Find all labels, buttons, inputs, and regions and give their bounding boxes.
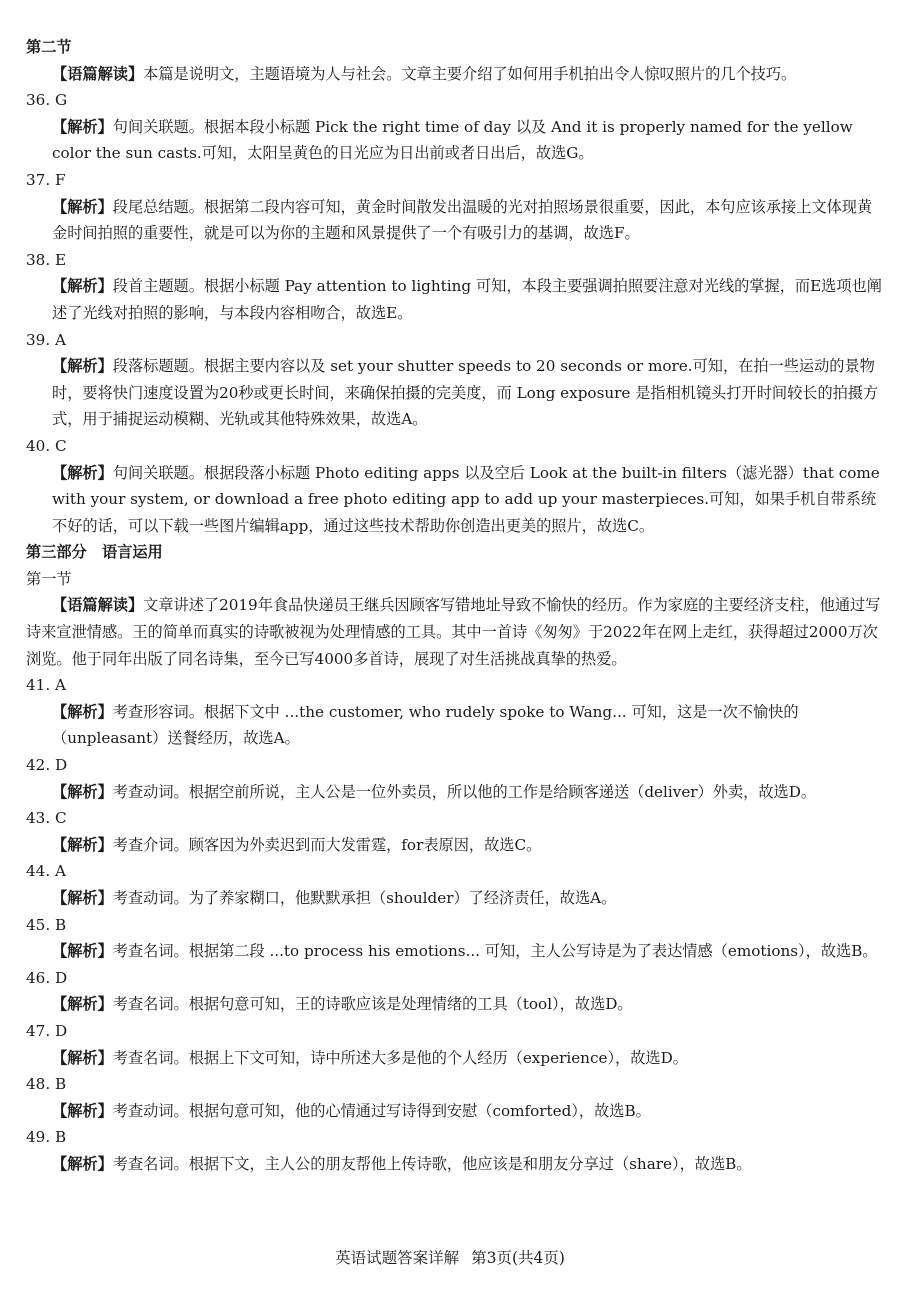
part-heading: 第三部分 语言运用 — [26, 543, 163, 562]
question-number: 44. A — [26, 862, 66, 881]
question-number: 43. C — [26, 809, 67, 828]
explanation — [52, 1151, 882, 1178]
explanation — [52, 273, 882, 326]
explanation-tag: 【解析】 — [52, 117, 113, 136]
explanation — [52, 114, 882, 167]
explanation — [52, 353, 882, 433]
footer-title: 英语试题答案详解 — [335, 1249, 460, 1267]
explanation-tag: 【解析】 — [52, 702, 113, 721]
footer-page-number: 第3页(共4页) — [471, 1249, 565, 1267]
explanation — [52, 460, 882, 540]
explanation — [52, 699, 882, 752]
explanation-text: 考查形容词。根据下文中 ...the customer, who rudely spoke to Wang... 可知，这是一次不愉快的（unpleasant）送餐经历，故选A。 — [52, 702, 799, 748]
explanation-tag: 【解析】 — [52, 357, 113, 376]
question-number: 42. D — [26, 756, 68, 775]
reading-summary — [26, 61, 882, 88]
explanation-text: 考查名词。根据下文，主人公的朋友帮他上传诗歌，他应该是和朋友分享过（share），故选B。 — [112, 1154, 752, 1173]
page-footer — [0, 1246, 900, 1268]
question-number: 39. A — [26, 330, 66, 349]
reading-text: 文章讲述了2019年食品快递员王继兵因顾客写错地址导致不愉快的经历。作为家庭的主要经济支柱，他通过写诗来宣泄情感。王的简单而真实的诗歌被视为处理情感的工具。其中一首诗《匆匆》于2022年在网上走红，获得超过2000万次浏览。他于同年出版了同名诗集，至今已写4000多首诗，展现了对生活挑战真挚的热爱。 — [26, 596, 881, 668]
explanation-text: 考查动词。为了养家糊口，他默默承担（shoulder）了经济责任，故选A。 — [112, 889, 617, 907]
explanation-tag: 【解析】 — [52, 197, 113, 216]
explanation-tag: 【解析】 — [52, 995, 113, 1014]
explanation-text: 考查名词。根据第二段 ...to process his emotions... 可知，主人公写诗是为了表达情感（emotions），故选B。 — [112, 942, 878, 961]
question-number: 47. D — [26, 1021, 68, 1040]
explanation-tag: 【解析】 — [52, 1048, 113, 1067]
explanation-tag: 【解析】 — [52, 463, 113, 482]
explanation-tag: 【解析】 — [52, 277, 113, 296]
reading-summary — [26, 592, 882, 672]
question-number: 40. C — [26, 436, 67, 455]
section-heading: 第二节 — [26, 38, 72, 56]
explanation — [52, 885, 882, 912]
explanation-tag: 【解析】 — [52, 942, 113, 961]
explanation — [52, 1045, 882, 1072]
explanation-tag: 【解析】 — [52, 782, 113, 801]
explanation-text: 段首主题题。根据小标题 Pay attention to lighting 可知，本段主要强调拍照要注意对光线的掌握，而E选项也阐述了光线对拍照的影响，与本段内容相吻合，故选E。 — [52, 277, 882, 322]
explanation-text: 考查动词。根据句意可知，他的心情通过写诗得到安慰（comforted），故选B。 — [112, 1101, 651, 1120]
answer-list-part3 — [26, 672, 882, 1177]
explanation-text: 句间关联题。根据本段小标题 Pick the right time of day 以及 And it is properly named for the yellow color the sun casts.可知，太阳呈黄色的日光应为日出前或者日出后，故选G。 — [52, 117, 853, 163]
reading-tag: 【语篇解读】 — [52, 64, 144, 83]
explanation — [52, 991, 882, 1018]
question-number: 46. D — [26, 968, 68, 987]
question-number: 37. F — [26, 170, 66, 189]
explanation — [52, 832, 882, 859]
question-number: 41. A — [26, 676, 66, 695]
explanation — [52, 194, 882, 247]
explanation-text: 考查介词。顾客因为外卖迟到而大发雷霆，for表原因，故选C。 — [112, 835, 542, 854]
section-heading: 第一节 — [26, 569, 72, 588]
explanation-tag: 【解析】 — [52, 1154, 113, 1173]
explanation-text: 考查名词。根据句意可知，王的诗歌应该是处理情绪的工具（tool），故选D。 — [112, 995, 633, 1014]
question-number: 48. B — [26, 1075, 67, 1094]
explanation-text: 考查名词。根据上下文可知，诗中所述大多是他的个人经历（experience），故选D。 — [112, 1048, 688, 1067]
answer-list-section2 — [26, 87, 882, 539]
explanation — [52, 779, 882, 806]
explanation — [52, 1098, 882, 1125]
explanation-text: 考查动词。根据空前所说，主人公是一位外卖员，所以他的工作是给顾客递送（deliver）外卖，故选D。 — [112, 782, 817, 801]
answer-page — [26, 34, 882, 1178]
explanation-text: 段尾总结题。根据第二段内容可知，黄金时间散发出温暖的光对拍照场景很重要，因此，本句应该承接上文体现黄金时间拍照的重要性，就是可以为你的主题和风景提供了一个有吸引力的基调，故选F。 — [52, 197, 873, 243]
explanation — [52, 938, 882, 965]
reading-tag: 【语篇解读】 — [52, 596, 144, 615]
explanation-text: 段落标题题。根据主要内容以及 set your shutter speeds to 20 seconds or more.可知，在拍一些运动的景物时，要将快门速度设置为20秒或更长时间，来确保拍摄的完美度，而 Long exposure 是指相机镜头打开时间较长的拍摄方式，用于捕捉运动模糊、光轨或其他特殊效果，故选A。 — [52, 357, 879, 429]
explanation-tag: 【解析】 — [52, 889, 113, 907]
question-number: 49. B — [26, 1128, 67, 1147]
explanation-tag: 【解析】 — [52, 1101, 113, 1120]
question-number: 38. E — [26, 250, 67, 269]
question-number: 36. G — [26, 91, 68, 110]
explanation-text: 句间关联题。根据段落小标题 Photo editing apps 以及空后 Look at the built-in filters（滤光器）that come with your system, or download a free photo editing app to add up your masterpieces.可知，如果手机自带系统不好的话，可以下载一些图片编辑app，通过这些技术帮助你创造出更美的照片，故选C。 — [52, 463, 880, 535]
reading-text: 本篇是说明文，主题语境为人与社会。文章主要介绍了如何用手机拍出令人惊叹照片的几个技巧。 — [143, 64, 797, 83]
question-number: 45. B — [26, 915, 67, 934]
explanation-tag: 【解析】 — [52, 835, 113, 854]
